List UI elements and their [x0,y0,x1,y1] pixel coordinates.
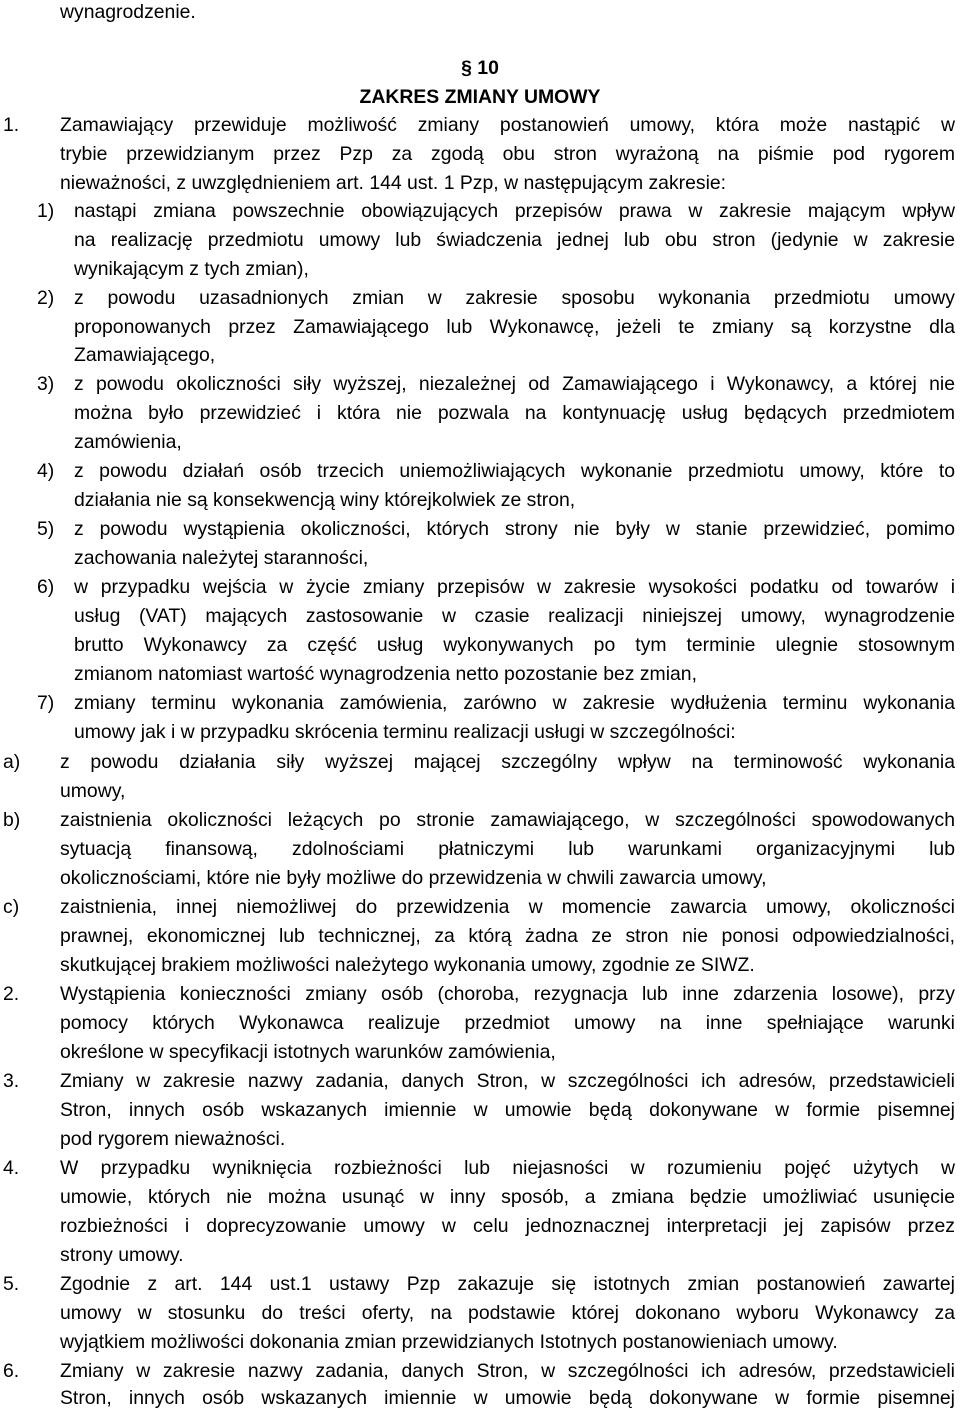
paragraph-line: Stron, innych osób wskazanych imiennie w umowie będą dokonywane w formie pisemnej [60,1387,955,1409]
point-line: brutto Wykonawcy za część usług wykonywanych po tym terminie ulegnie stosownym [74,634,955,656]
point-line: wynikającym z tych zmian), [74,258,309,280]
paragraph-fragment: wynagrodzenie. [60,1,196,23]
point-line: zmianom natomiast wartość wynagrodzenia netto pozostanie bez zmian, [74,663,697,685]
point-number: 2) [37,287,55,309]
subpoint-line: zaistnienia, innej niemożliwej do przewidzenia w momencie zawarcia umowy, okoliczności [60,896,955,918]
point-line: w przypadku wejścia w życie zmiany przepisów w zakresie wysokości podatku od towarów i [74,576,955,598]
paragraph-line: W przypadku wyniknięcia rozbieżności lub niejasności w rozumieniu pojęć użytych w [60,1157,955,1179]
point-line: zamówienia, [74,431,182,453]
point-line: zachowania należytej staranności, [74,547,369,569]
subpoint-letter: b) [3,809,21,831]
point-line: można było przewidzieć i która nie pozwala na kontynuację usług będących przedmiotem [74,402,955,424]
paragraph-line: pomocy których Wykonawca realizuje przedmiot umowy na inne spełniające warunki [60,1012,955,1034]
paragraph-line: Stron, innych osób wskazanych imiennie w umowie będą dokonywane w formie pisemnej [60,1099,955,1121]
point-number: 6) [37,576,55,598]
point-number: 1) [37,200,55,222]
paragraph-line: trybie przewidzianym przez Pzp za zgodą obu stron wyrażoną na piśmie pod rygorem [60,143,955,165]
paragraph-number: 3. [3,1070,20,1092]
section-number: § 10 [461,57,499,79]
paragraph-line: wyjątkiem możliwości dokonania zmian przewidzianych Istotnych postanowieniach umowy. [60,1331,838,1353]
paragraph-line: nieważności, z uwzględnieniem art. 144 ust. 1 Pzp, w następującym zakresie: [60,172,727,194]
paragraph-number: 6. [3,1360,20,1382]
subpoint-letter: a) [3,751,21,773]
point-number: 7) [37,692,55,714]
paragraph-line: Wystąpienia konieczności zmiany osób (choroba, rezygnacja lub inne zdarzenia losowe), przy [60,983,955,1005]
point-line: zmiany terminu wykonania zamówienia, zarówno w zakresie wydłużenia terminu wykonania [74,692,955,714]
paragraph-number: 1. [3,114,20,136]
paragraph-line: Zmiany w zakresie nazwy zadania, danych Stron, w szczególności ich adresów, przedstawicieli [60,1360,955,1382]
point-line: z powodu wystąpienia okoliczności, których strony nie były w stanie przewidzieć, pomimo [74,518,955,540]
point-line: nastąpi zmiana powszechnie obowiązujących przepisów prawa w zakresie mającym wpływ [74,200,955,222]
subpoint-line: zaistnienia okoliczności leżących po stronie zamawiającego, w szczególności spowodowanych [60,809,955,831]
paragraph-line: rozbieżności i doprecyzowanie umowy w celu jednoznacznej interpretacji jej zapisów przez [60,1215,955,1237]
section-title: ZAKRES ZMIANY UMOWY [359,86,601,108]
point-line: umowy jak i w przypadku skrócenia terminu realizacji usługi w szczególności: [74,721,736,743]
paragraph-number: 2. [3,983,20,1005]
paragraph-line: Zgodnie z art. 144 ust.1 ustawy Pzp zakazuje się istotnych zmian postanowień zawartej [60,1273,955,1295]
point-number: 3) [37,373,55,395]
subpoint-line: z powodu działania siły wyższej mającej szczególny wpływ na terminowość wykonania [60,751,955,773]
point-line: usług (VAT) mających zastosowanie w czasie realizacji niniejszej umowy, wynagrodzenie [74,605,955,627]
subpoint-line: okolicznościami, które nie były możliwe do przewidzenia w chwili zawarcia umowy, [60,867,767,889]
subpoint-letter: c) [3,896,20,918]
point-line: Zamawiającego, [74,344,216,366]
paragraph-line: strony umowy. [60,1244,184,1266]
point-number: 5) [37,518,55,540]
subpoint-line: sytuacją finansową, zdolnościami płatniczymi lub warunkami organizacyjnymi lub [60,838,955,860]
paragraph-line: Zamawiający przewiduje możliwość zmiany postanowień umowy, która może nastąpić w [60,114,955,136]
paragraph-number: 5. [3,1273,20,1295]
point-line: z powodu działań osób trzecich uniemożliwiających wykonanie przedmiotu umowy, które to [74,460,955,482]
point-line: proponowanych przez Zamawiającego lub Wykonawcę, jeżeli te zmiany są korzystne dla [74,316,955,338]
paragraph-line: Zmiany w zakresie nazwy zadania, danych Stron, w szczególności ich adresów, przedstawicieli [60,1070,955,1092]
point-line: z powodu uzasadnionych zmian w zakresie sposobu wykonania przedmiotu umowy [74,287,955,309]
paragraph-line: pod rygorem nieważności. [60,1128,286,1150]
paragraph-number: 4. [3,1157,20,1179]
paragraph-line: określone w specyfikacji istotnych warunków zamówienia, [60,1041,556,1063]
point-line: z powodu okoliczności siły wyższej, niezależnej od Zamawiającego i Wykonawcy, a której nie [74,373,955,395]
point-number: 4) [37,460,55,482]
paragraph-line: umowy w stosunku do treści oferty, na podstawie której dokonano wyboru Wykonawcy za [60,1302,955,1324]
paragraph-line: umowie, których nie można usunąć w inny sposób, a zmiana będzie umożliwiać usunięcie [60,1186,955,1208]
subpoint-line: skutkującej brakiem możliwości należytego wykonania umowy, zgodnie ze SIWZ. [60,954,755,976]
subpoint-line: prawnej, ekonomicznej lub technicznej, za którą żadna ze stron nie ponosi odpowiedzialności, [60,925,955,947]
subpoint-line: umowy, [60,780,126,802]
point-line: działania nie są konsekwencją winy którejkolwiek ze stron, [74,489,576,511]
point-line: na realizację przedmiotu umowy lub świadczenia jednej lub obu stron (jedynie w zakresie [74,229,955,251]
